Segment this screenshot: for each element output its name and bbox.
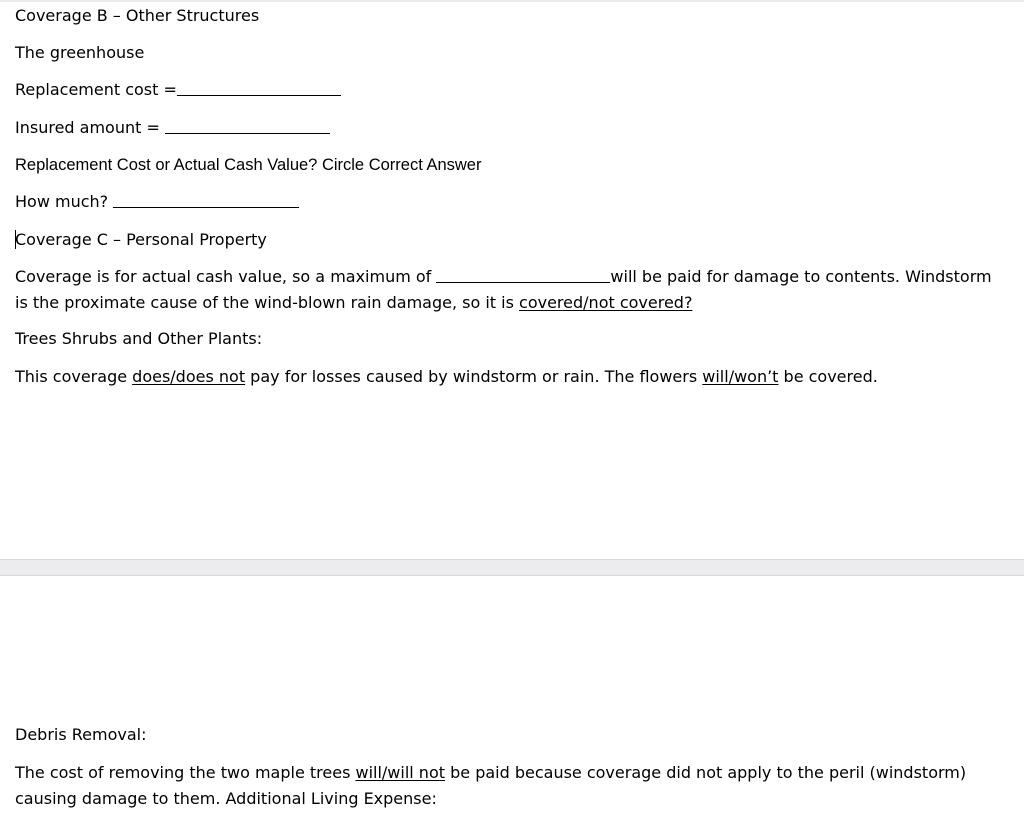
insured-amount-line (15, 118, 330, 138)
replacement-cost-label: Replacement cost = (15, 80, 177, 99)
rc-or-acv-question: Replacement Cost or Actual Cash Value? Circle Correct Answer (15, 156, 482, 174)
maximum-amount-blank[interactable] (436, 281, 610, 283)
how-much-blank[interactable] (113, 206, 299, 208)
does-does-not-choice[interactable]: does/does not (132, 367, 246, 386)
coverage-b-heading: Coverage B – Other Structures (15, 6, 260, 25)
will-wont-choice[interactable]: will/won’t (702, 367, 779, 386)
coverage-c-heading: Coverage C – Personal Property (15, 230, 267, 249)
debris-paragraph: The cost of removing the two maple trees will/will not be paid because coverage did not apply to the peril (windstorm) causing damage to them. Additional Living Expense: (15, 763, 967, 808)
replacement-cost-line (15, 80, 341, 100)
insured-amount-label: Insured amount = (15, 118, 160, 137)
will-will-not-choice[interactable]: will/will not (355, 763, 446, 782)
how-much-line (15, 192, 299, 212)
replacement-cost-blank[interactable] (177, 94, 341, 96)
trees-paragraph: This coverage does/does not pay for losses caused by windstorm or rain. The flowers will/won’t be covered. (15, 367, 878, 386)
debris-heading: Debris Removal: (15, 725, 147, 744)
coverage-c-paragraph: Coverage is for actual cash value, so a maximum of will be paid for damage to contents. Windstorm is the proximate cause of the wind-blown rain damage, so it is covered/not covered? (15, 267, 992, 312)
covered-choice[interactable]: covered/not covered? (519, 292, 693, 312)
insured-amount-blank[interactable] (165, 132, 330, 134)
greenhouse-label: The greenhouse (15, 43, 145, 62)
trees-heading: Trees Shrubs and Other Plants: (15, 329, 263, 348)
document-page-2 (0, 576, 1024, 819)
how-much-label: How much? (15, 192, 109, 211)
page-separator (0, 559, 1024, 576)
